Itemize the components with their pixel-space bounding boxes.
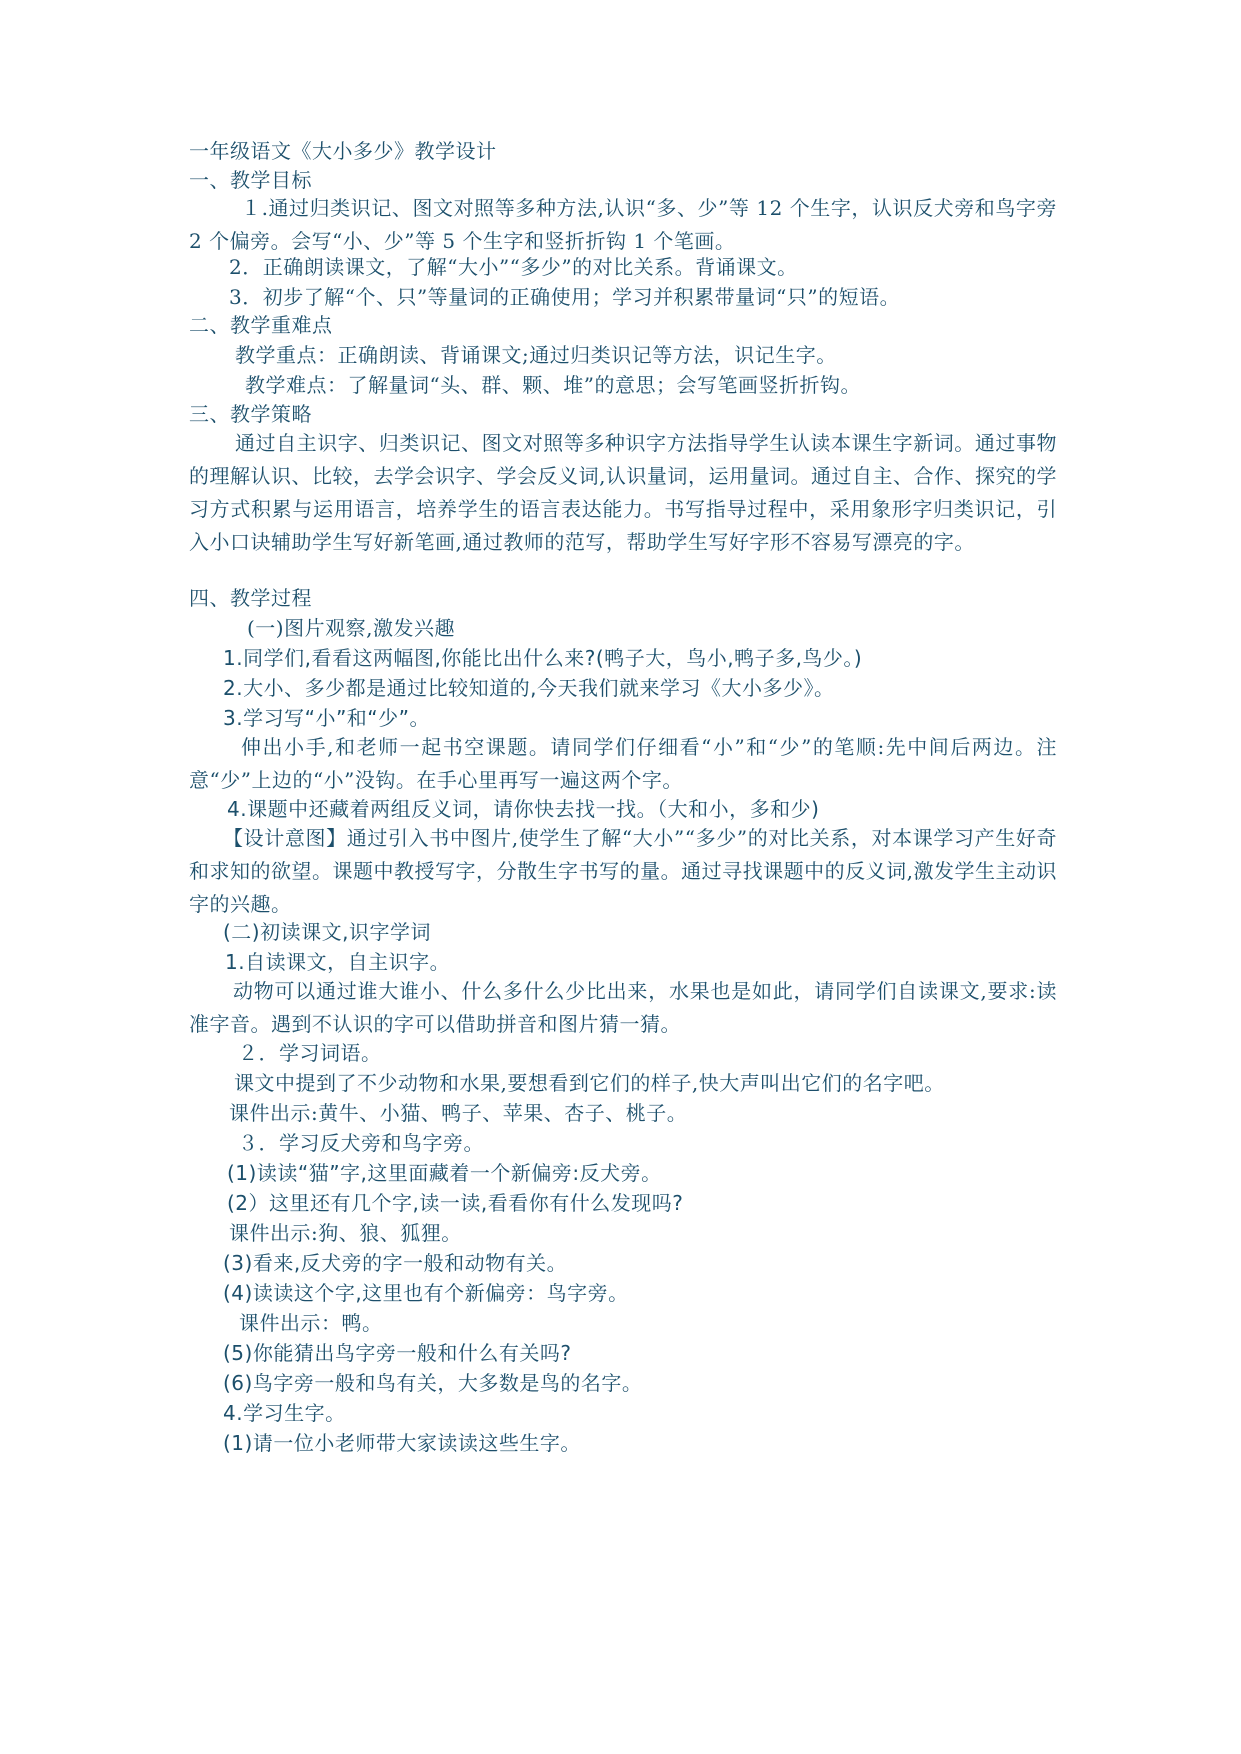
- section-heading-process: 四、教学过程: [189, 586, 312, 610]
- part-2-heading: (二)初读课文,识字学词: [223, 920, 431, 944]
- part-2-item-3-show-2: 课件出示：鸭。: [239, 1311, 383, 1335]
- section-heading-strategy: 三、教学策略: [189, 402, 312, 426]
- document-title: 一年级语文《大小多少》教学设计: [189, 139, 497, 163]
- section-heading-goals: 一、教学目标: [189, 168, 312, 192]
- part-2-item-4-sub-1: (1)请一位小老师带大家读读这些生字。: [223, 1431, 581, 1455]
- part-1-item-1: 1.同学们,看看这两幅图,你能比出什么来?(鸭子大，鸟小,鸭子多,鸟少。): [223, 646, 863, 670]
- part-2-item-2: ２．学习词语。: [238, 1041, 382, 1065]
- part-2-item-3-sub-4: (4)读读这个字,这里也有个新偏旁：鸟字旁。: [223, 1281, 629, 1305]
- part-2-item-3-sub-6: (6)鸟字旁一般和鸟有关，大多数是鸟的名字。: [223, 1371, 643, 1395]
- part-2-item-3-sub-3: (3)看来,反犬旁的字一般和动物有关。: [223, 1251, 568, 1275]
- part-2-item-3-sub-5: (5)你能猜出鸟字旁一般和什么有关吗?: [223, 1341, 572, 1365]
- part-2-item-2-detail: 课文中提到了不少动物和水果,要想看到它们的样子,快大声叫出它们的名字吧。: [234, 1071, 945, 1095]
- part-1-item-4: 4.课题中还藏着两组反义词，请你快去找一找。（大和小，多和少): [227, 797, 820, 821]
- part-1-item-2: 2.大小、多少都是通过比较知道的,今天我们就来学习《大小多少》。: [223, 676, 835, 700]
- key-point-text: 教学重点：正确朗读、背诵课文;通过归类识记等方法，识记生字。: [235, 343, 837, 367]
- part-1-item-3: 3.学习写“小”和“少”。: [223, 706, 431, 730]
- part-2-item-3-show-1: 课件出示:狗、狼、狐狸。: [229, 1221, 462, 1245]
- design-intent-paragraph: 【设计意图】通过引入书中图片,使学生了解“大小”“多少”的对比关系，对本课学习产生好奇和求知的欲望。课题中教授写字，分散生字书写的量。通过寻找课题中的反义词,激发学生主动识字的兴趣。: [189, 826, 1057, 916]
- difficulty-text: 教学难点：了解量词“头、群、颗、堆”的意思；会写笔画竖折折钩。: [245, 373, 861, 397]
- section-heading-key-points: 二、教学重难点: [189, 313, 333, 337]
- goal-item-1: １.通过归类识记、图文对照等多种方法,认识“多、少”等 12 个生字，认识反犬旁和鸟字旁 2 个偏旁。会写“小、少”等 5 个生字和竖折折钩 1 个笔画。: [189, 196, 1057, 253]
- part-2-item-1: 1.自读课文，自主识字。: [225, 950, 451, 974]
- part-1-heading: (一)图片观察,激发兴趣: [247, 616, 455, 640]
- part-2-item-3-sub-2: (2）这里还有几个字,读一读,看看你有什么发现吗?: [227, 1191, 684, 1215]
- part-2-item-3-sub-1: (1)读读“猫”字,这里面藏着一个新偏旁:反犬旁。: [227, 1161, 662, 1185]
- part-2-item-1-detail: 动物可以通过谁大谁小、什么多什么少比出来，水果也是如此，请同学们自读课文,要求:读准字音。遇到不认识的字可以借助拼音和图片猜一猜。: [189, 979, 1057, 1036]
- goal-item-3: 3．初步了解“个、只”等量词的正确使用；学习并积累带量词“只”的短语。: [229, 285, 901, 309]
- goal-item-2: 2．正确朗读课文，了解“大小”“多少”的对比关系。背诵课文。: [229, 255, 798, 279]
- part-2-item-4: 4.学习生字。: [223, 1401, 346, 1425]
- part-1-item-3-detail: 伸出小手,和老师一起书空课题。请同学们仔细看“小”和“少”的笔顺:先中间后两边。注意“少”上边的“小”没钩。在手心里再写一遍这两个字。: [189, 735, 1057, 792]
- part-2-item-3: ３．学习反犬旁和鸟字旁。: [238, 1131, 484, 1155]
- strategy-paragraph: 通过自主识字、归类识记、图文对照等多种识字方法指导学生认读本课生字新词。通过事物的理解认识、比较，去学会识字、学会反义词,认识量词，运用量词。通过自主、合作、探究的学习方式积累与运用语言，培养学生的语言表达能力。书写指导过程中，采用象形字归类识记，引入小口诀辅助学生写好新笔画,通过教师的范写，帮助学生写好字形不容易写漂亮的字。: [189, 431, 1057, 554]
- part-2-item-2-show: 课件出示:黄牛、小猫、鸭子、苹果、杏子、桃子。: [229, 1101, 688, 1125]
